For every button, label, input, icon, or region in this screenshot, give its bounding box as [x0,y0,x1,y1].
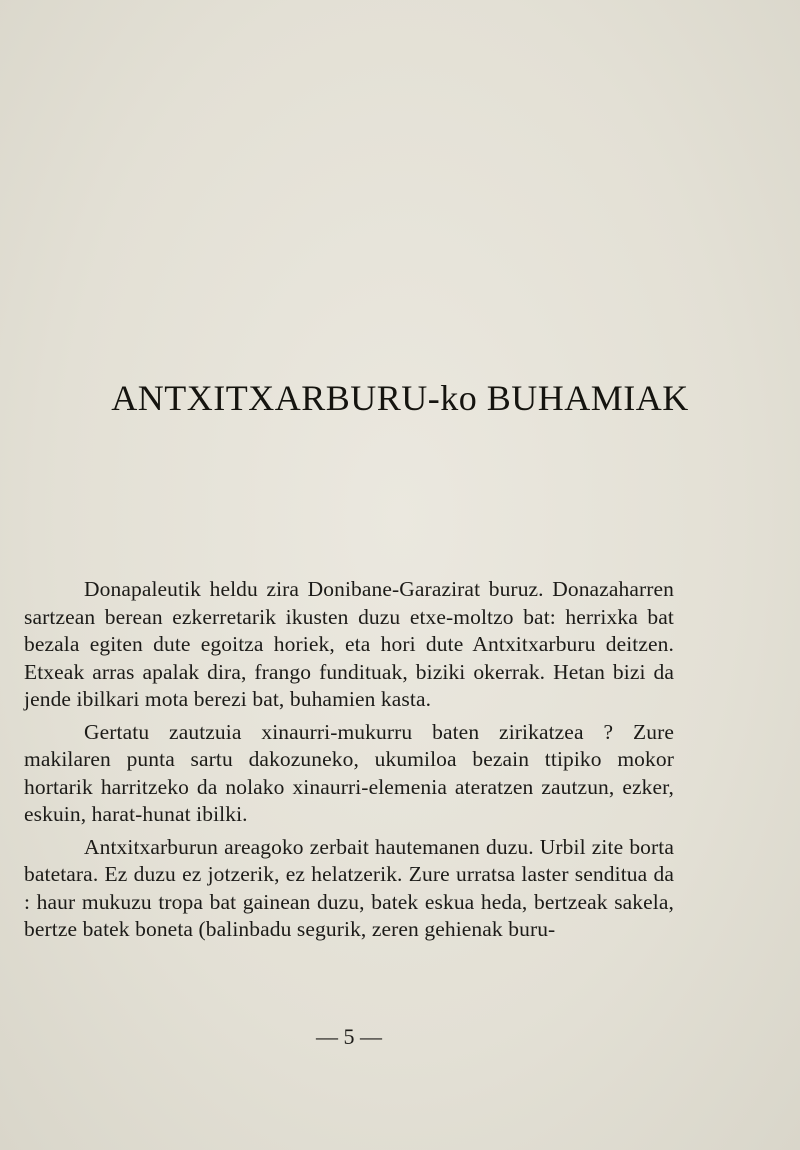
page-number: — 5 — [316,1024,382,1049]
chapter-title: ANTXITXARBURU-ko BUHAMIAK [111,378,689,418]
body-text [24,576,674,944]
paragraph: Antxitxarburun areagoko zerbait hautemanen duzu. Urbil zite borta batetara. Ez duzu ez jotzerik, ez helatzerik. Zure urratsa laster sendituа da : haur mukuzu tropa bat gainean duzu, batek eskua heda, bertzeak sakela, bertze batek boneta (balinbadu segurik, zeren gehienak buru- [24,834,674,941]
paragraph: Gertatu zautzuia xinaurri-mukurru baten zirikatzea ? Zure makilaren punta sartu dakozuneko, ukumiloa bezain ttipiko mokor hortarik harritzeko da nolako xinaurri-elemenia ateratzen zautzun, ezker, eskuin, harat-hunat ibilki. [24,719,674,826]
paragraph: Donapaleutik heldu zira Donibane-Garazirat buruz. Donazaharren sartzean berean ezkerretarik ikusten duzu etxe-moltzo bat: herrixka bat bezala egiten dute egoitza horiek, eta hori dute Antxitxarburu deitzen. Etxeak arras apalak dira, frango fundituak, biziki okerrak. Hetan bizi da jende ibilkari mota berezi bat, buhamien kasta. [24,577,674,711]
